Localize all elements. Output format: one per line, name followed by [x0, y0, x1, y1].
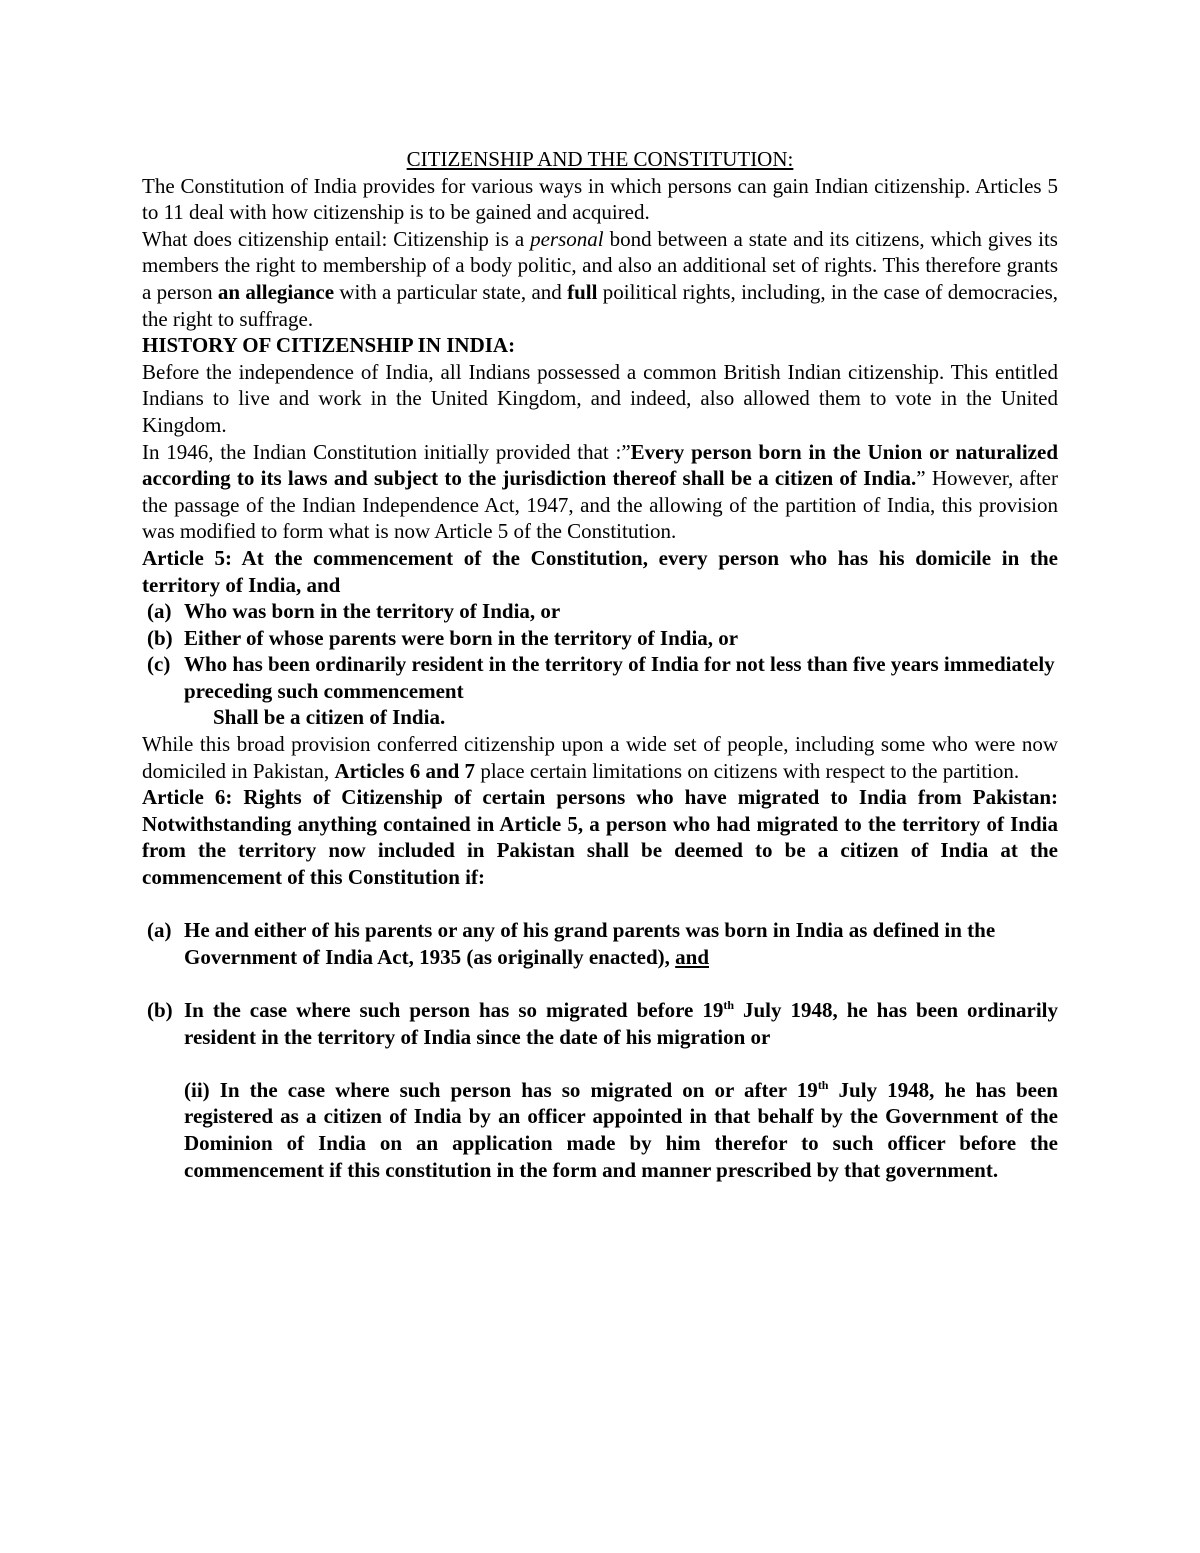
text-run: In the case where such person has so migrated before 19: [184, 998, 724, 1022]
list-label: (b): [147, 625, 173, 650]
article6-intro: [142, 784, 1058, 890]
constitution-1946-paragraph: [142, 439, 1058, 545]
list-label: (a): [147, 599, 172, 624]
text-run: He and either of his parents or any of his grand parents was born in India as defined in the Government of India Act, 1935 (as originally enacted),: [184, 918, 996, 969]
text-run: with a particular state, and: [334, 279, 568, 304]
article5-item-c: [142, 651, 1058, 704]
blank-line: [142, 970, 1058, 997]
article5-intro: [142, 545, 1058, 598]
italic-run: personal: [530, 226, 604, 251]
blank-line: [142, 891, 1058, 918]
broad-provision-paragraph: [142, 731, 1058, 784]
text-run: July 1948, he has been registered as a citizen of India by an officer appointed in that behalf by the Government of the Dominion of India on an application made by him therefor to such officer before the commencement if this constitution in the form and manner prescribed by that government.: [184, 1077, 1058, 1182]
document-page: [142, 146, 1058, 1183]
bold-run: Articles 6 and 7: [334, 758, 476, 783]
article6-item-a: [142, 917, 1058, 970]
list-label: (c): [147, 652, 171, 677]
article5-item-b: [142, 625, 1058, 652]
blank-line: [142, 1050, 1058, 1077]
superscript: th: [723, 998, 734, 1012]
text-run: ” However, after the passage of the Indian Independence Act, 1947, and the allowing of the partition of India, this provision was modified to form what is now Article 5 of the Constitution.: [142, 466, 1058, 544]
list-text: Who has been ordinarily resident in the territory of India for not less than five years immediately preceding such commencement: [184, 652, 1055, 703]
text-run: While this broad provision conferred citizenship upon a wide set of people, including some who were now domiciled in Pakistan,: [142, 732, 1058, 783]
list-text: [184, 1077, 1058, 1183]
article5-item-a: [142, 598, 1058, 625]
history-paragraph: Before the independence of India, all Indians possessed a common British Indian citizenship. This entitled Indians to live and work in the United Kingdom, and indeed, also allowed them to vote in the United Kingdom.: [142, 359, 1058, 437]
text-run: What does citizenship entail: Citizenship is a: [142, 226, 531, 251]
text-run: poilitical rights, including, in the case of democracies, the right to suffrage.: [142, 279, 1058, 331]
list-text: Either of whose parents were born in the territory of India, or: [184, 625, 739, 650]
article6-item-ii: [142, 1077, 1058, 1183]
history-heading: [142, 332, 1058, 359]
bold-run: full: [567, 279, 598, 304]
document-title: CITIZENSHIP AND THE CONSTITUTION:: [406, 147, 794, 171]
list-label: (b): [147, 998, 173, 1022]
text-run: July 1948, he has been ordinarily resident in the territory of India since the date of his migration or: [184, 998, 1058, 1049]
list-text: Who was born in the territory of India, or: [184, 599, 561, 624]
article5-intro-text: Article 5: At the commencement of the Constitution, every person who has his domicile in the territory of India, and: [142, 545, 1058, 597]
article5-closing-text: Shall be a citizen of India.: [213, 705, 446, 730]
underlined-and: and: [675, 944, 709, 969]
history-heading-text: HISTORY OF CITIZENSHIP IN INDIA:: [142, 333, 516, 358]
text-run: bond between a state and its citizens, which gives its members the right to membership of a body politic, and also an additional set of rights. This therefore grants a person: [142, 226, 1058, 304]
text-run: (ii) In the case where such person has so migrated on or after 19: [184, 1077, 818, 1102]
intro-paragraph: The Constitution of India provides for various ways in which persons can gain Indian citizenship. Articles 5 to 11 deal with how citizenship is to be gained and acquired.: [142, 173, 1058, 225]
article5-closing: [142, 704, 1058, 731]
list-text: [184, 917, 1058, 970]
citizenship-entail-paragraph: [142, 226, 1058, 332]
article6-intro-text: Article 6: Rights of Citizenship of certain persons who have migrated to India from Pakistan: Notwithstanding anything contained in Article 5, a person who had migrated to the territory of India from the territory now included in Pakistan shall be deemed to be a citizen of India at the commencement of this Constitution if:: [142, 785, 1058, 890]
text-run: place certain limitations on citizens with respect to the partition.: [475, 758, 1020, 783]
list-label: (a): [147, 918, 172, 943]
superscript: th: [817, 1077, 829, 1092]
article6-item-b: [142, 997, 1058, 1050]
text-run: In 1946, the Indian Constitution initially provided that :”: [142, 439, 631, 464]
bold-run: Every person born in the Union or naturalized according to its laws and subject to the jurisdiction thereof shall be a citizen of India.: [142, 439, 1058, 491]
list-text: [184, 997, 1058, 1050]
list-spacer: [142, 1077, 184, 1183]
bold-run: an allegiance: [217, 279, 335, 304]
